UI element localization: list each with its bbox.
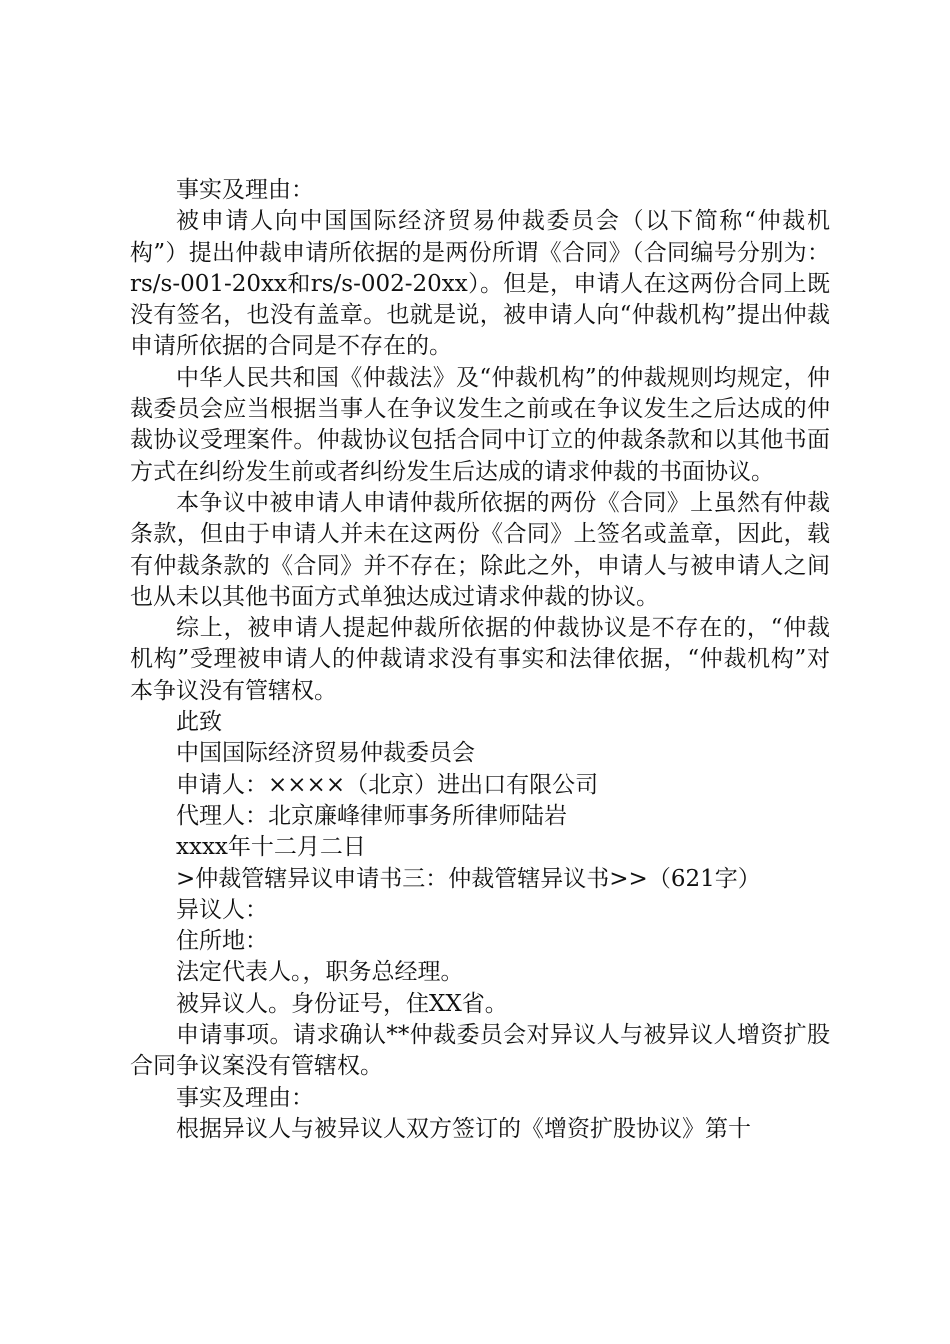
paragraph-dispute-clause: 本争议中被申请人申请仲裁所依据的两份《合同》上虽然有仲裁条款，但由于申请人并未在这两份《合同》上签名或盖章，因此，载有仲裁条款的《合同》并不存在；除此之外，申请人与被申请人之间也从未以其他书面方式单独达成过请求仲裁的协议。 bbox=[130, 489, 830, 610]
recipient: 中国国际经济贸易仲裁委员会 bbox=[176, 740, 475, 767]
section-heading-facts-2: 事实及理由： bbox=[176, 1084, 314, 1111]
paragraph-agreement-basis: 根据异议人与被异议人双方签订的《增资扩股协议》第十 bbox=[176, 1115, 751, 1142]
document-body bbox=[130, 175, 830, 1145]
date-line: xxxx年十二月二日 bbox=[176, 834, 366, 861]
paragraph-contract-basis: 被申请人向中国国际经济贸易仲裁委员会（以下简称“仲裁机构”）提出仲裁申请所依据的是两份所谓《合同》（合同编号分别为：rs/s-001-20xx和rs/s-002-20xx）。但是，申请人在这两份合同上既没有签名，也没有盖章。也就是说，被申请人向“仲裁机构”提出仲裁申请所依据的合同是不存在的。 bbox=[130, 208, 830, 360]
salutation: 此致 bbox=[176, 709, 222, 736]
agent-line: 代理人：北京廉峰律师事务所律师陆岩 bbox=[176, 802, 567, 829]
applicant-line: 申请人：××××（北京）进出口有限公司 bbox=[176, 771, 599, 798]
section-title-objection: >仲裁管辖异议申请书三：仲裁管辖异议书>>（621字） bbox=[176, 865, 761, 892]
address-line: 住所地： bbox=[176, 928, 268, 955]
section-heading-facts: 事实及理由： bbox=[176, 177, 314, 203]
legal-rep-line: 法定代表人。，职务总经理。 bbox=[176, 959, 464, 986]
respondent-line: 被异议人。身份证号，住XX省。 bbox=[176, 990, 508, 1017]
request-items: 申请事项。请求确认**仲裁委员会对异议人与被异议人增资扩股合同争议案没有管辖权。 bbox=[130, 1022, 830, 1080]
objector-line: 异议人： bbox=[176, 896, 268, 923]
paragraph-arbitration-law: 中华人民共和国《仲裁法》及“仲裁机构”的仲裁规则均规定，仲裁委员会应当根据当事人在争议发生之前或在争议发生之后达成的仲裁协议受理案件。仲裁协议包括合同中订立的仲裁条款和以其他书面方式在纠纷发生前或者纠纷发生后达成的请求仲裁的书面协议。 bbox=[130, 364, 830, 485]
paragraph-conclusion: 综上，被申请人提起仲裁所依据的仲裁协议是不存在的，“仲裁机构”受理被申请人的仲裁请求没有事实和法律依据，“仲裁机构”对本争议没有管辖权。 bbox=[130, 615, 830, 704]
